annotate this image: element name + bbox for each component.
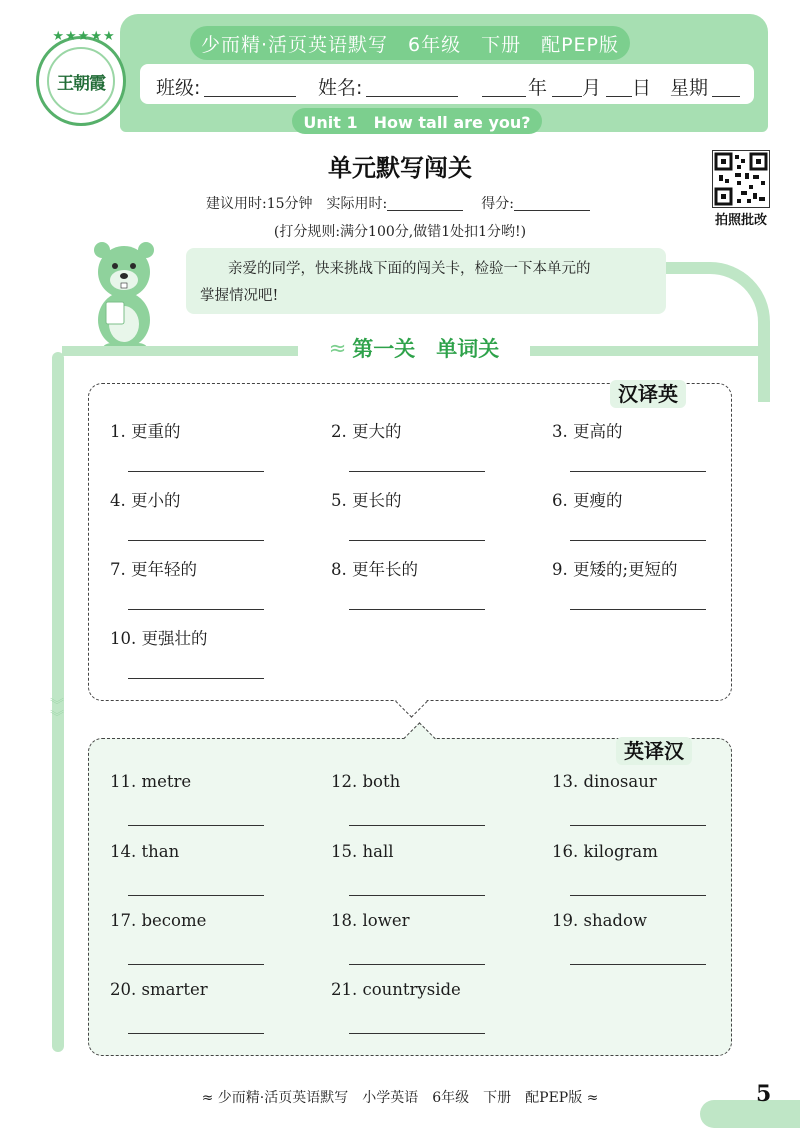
tag-english-to-chinese bbox=[616, 735, 692, 764]
exercise-item: 18. lower bbox=[331, 911, 410, 930]
answer-blank[interactable] bbox=[128, 1033, 264, 1034]
answer-blank[interactable] bbox=[128, 825, 264, 826]
exercise-item: 19. shadow bbox=[552, 911, 648, 930]
exercise-item: 8. 更年长的 bbox=[331, 560, 418, 579]
answer-blank[interactable] bbox=[570, 540, 706, 541]
intro-line-1: 亲爱的同学，快来挑战下面的闯关卡，检验一下本单元的 bbox=[228, 261, 591, 277]
star-icon: ★★★★★ bbox=[52, 29, 116, 44]
logo-text: 王朝霞 bbox=[57, 73, 105, 94]
page-number: 5 bbox=[756, 1081, 772, 1107]
qr-code-icon[interactable] bbox=[712, 150, 770, 208]
bear-mascot-icon bbox=[84, 236, 164, 354]
publisher-logo bbox=[36, 29, 126, 126]
logo-emblem bbox=[47, 47, 115, 115]
wave-icon: ≈ bbox=[328, 336, 347, 360]
section-title-text: 第一关 单词关 bbox=[352, 337, 500, 361]
answer-blank[interactable] bbox=[570, 895, 706, 896]
answer-blank[interactable] bbox=[349, 471, 485, 472]
chinese-to-english-box bbox=[88, 383, 732, 701]
answer-blank[interactable] bbox=[349, 825, 485, 826]
exercise-item: 6. 更瘦的 bbox=[552, 491, 623, 510]
unit-title: Unit 1 How tall are you? bbox=[292, 108, 542, 134]
chevron-down-icon: ︾ ︾ bbox=[50, 698, 64, 726]
month-field[interactable] bbox=[552, 96, 582, 97]
exercise-item: 13. dinosaur bbox=[552, 772, 657, 791]
answer-blank[interactable] bbox=[349, 1033, 485, 1034]
exercise-item: 20. smarter bbox=[110, 980, 208, 999]
intro-line-2: 掌握情况吧! bbox=[200, 288, 279, 304]
student-info-bar bbox=[140, 64, 754, 104]
exercise-item: 1. 更重的 bbox=[110, 422, 181, 441]
month-label: 月 bbox=[582, 77, 602, 99]
footer-text: ≈ 少而精·活页英语默写 小学英语 6年级 下册 配PEP版 ≈ bbox=[201, 1090, 599, 1106]
weekday-label: 星期 bbox=[670, 77, 709, 99]
name-field[interactable] bbox=[366, 96, 458, 97]
answer-blank[interactable] bbox=[570, 609, 706, 610]
intro-bubble bbox=[186, 248, 666, 314]
suggested-time: 建议用时:15分钟 实际用时: bbox=[206, 196, 388, 212]
tag-text: 英译汉 bbox=[616, 737, 692, 765]
answer-blank[interactable] bbox=[570, 825, 706, 826]
year-field[interactable] bbox=[482, 96, 526, 97]
answer-blank[interactable] bbox=[128, 609, 264, 610]
day-label: 日 bbox=[632, 77, 652, 99]
actual-time-field[interactable] bbox=[387, 210, 463, 211]
name-label: 姓名: bbox=[318, 77, 363, 99]
qr-label: 拍照批改 bbox=[714, 213, 767, 228]
answer-blank[interactable] bbox=[570, 964, 706, 965]
exercise-item: 9. 更矮的;更短的 bbox=[552, 560, 678, 579]
exercise-item: 3. 更高的 bbox=[552, 422, 623, 441]
exercise-item: 15. hall bbox=[331, 842, 394, 861]
time-line bbox=[206, 193, 590, 213]
weekday-field[interactable] bbox=[712, 96, 740, 97]
answer-blank[interactable] bbox=[349, 964, 485, 965]
section-title bbox=[298, 330, 530, 366]
tag-text: 汉译英 bbox=[610, 380, 686, 408]
exercise-item: 7. 更年轻的 bbox=[110, 560, 197, 579]
answer-blank[interactable] bbox=[349, 609, 485, 610]
answer-blank[interactable] bbox=[128, 678, 264, 679]
exercise-item: 10. 更强壮的 bbox=[110, 629, 208, 648]
page-title: 单元默写闯关 bbox=[328, 154, 472, 182]
exercise-item: 16. kilogram bbox=[552, 842, 658, 861]
exercise-item: 4. 更小的 bbox=[110, 491, 181, 510]
exercise-item: 21. countryside bbox=[331, 980, 461, 999]
exercise-item: 11. metre bbox=[110, 772, 192, 791]
exercise-item: 14. than bbox=[110, 842, 180, 861]
answer-blank[interactable] bbox=[128, 895, 264, 896]
answer-blank[interactable] bbox=[349, 540, 485, 541]
scoring-rules: (打分规则:满分100分,做错1处扣1分哟!) bbox=[273, 224, 527, 240]
exercise-item: 12. both bbox=[331, 772, 401, 791]
answer-blank[interactable] bbox=[128, 471, 264, 472]
answer-blank[interactable] bbox=[128, 540, 264, 541]
tag-chinese-to-english bbox=[610, 378, 686, 407]
exercise-item: 2. 更大的 bbox=[331, 422, 402, 441]
score-label: 得分: bbox=[481, 196, 514, 212]
day-field[interactable] bbox=[606, 96, 632, 97]
exercise-item: 5. 更长的 bbox=[331, 491, 402, 510]
series-title: 少而精·活页英语默写 6年级 下册 配PEP版 bbox=[190, 26, 630, 60]
answer-blank[interactable] bbox=[570, 471, 706, 472]
year-label: 年 bbox=[528, 77, 548, 99]
class-label: 班级: bbox=[156, 77, 201, 99]
answer-blank[interactable] bbox=[128, 964, 264, 965]
answer-blank[interactable] bbox=[349, 895, 485, 896]
class-field[interactable] bbox=[204, 96, 296, 97]
score-field[interactable] bbox=[514, 210, 590, 211]
exercise-item: 17. become bbox=[110, 911, 207, 930]
